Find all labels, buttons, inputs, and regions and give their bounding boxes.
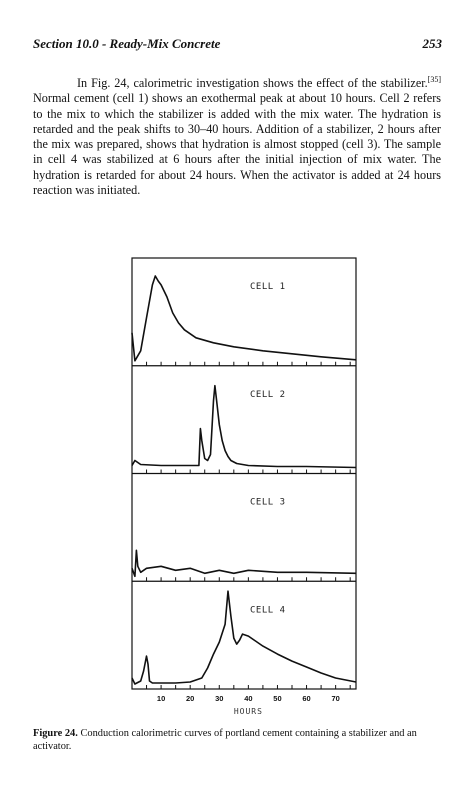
cell-label: CELL 2 — [250, 389, 286, 400]
x-tick-label: 30 — [215, 694, 224, 703]
caption-label: Figure 24. — [33, 728, 78, 739]
x-tick-label: 20 — [186, 694, 195, 703]
cell-label: CELL 1 — [250, 282, 286, 292]
figure-caption — [33, 727, 441, 753]
citation-ref: [35] — [427, 74, 441, 84]
calorimetry-curve — [132, 591, 356, 684]
cell-label: CELL 3 — [250, 497, 286, 508]
x-axis-label: HOURS — [233, 707, 263, 716]
x-tick-label: 40 — [244, 694, 253, 703]
x-tick-label: 50 — [273, 694, 282, 703]
cell-label: CELL 4 — [250, 605, 286, 616]
calorimetry-curve — [132, 550, 356, 576]
x-tick-label: 60 — [302, 694, 311, 703]
calorimetry-curve — [132, 386, 356, 468]
section-title: Section 10.0 - Ready-Mix Concrete — [33, 36, 221, 51]
x-tick-label: 70 — [331, 694, 340, 703]
caption-text: Conduction calorimetric curves of portland cement containing a stabilizer and an activator. — [33, 728, 417, 752]
x-tick-label: 10 — [156, 694, 166, 703]
paragraph-text-2: Normal cement (cell 1) shows an exothermal peak at about 10 hours. Cell 2 refers to the mix to which the stabilizer is added with the mix water. The hydration is retarded and the peak shifts to 30–40 hours. Addition of a stabilizer, 2 hours after the mix was prepared, shows that hydration is almost stopped (cell 3). The sample in cell 4 was stabilized at 6 hours after the initial injection of mix water. The hydration is retarded for about 24 hours. When the activator is added at 24 hours reaction was initiated. — [33, 91, 441, 198]
calorimetry-curve — [132, 276, 356, 361]
page-number: 253 — [422, 36, 442, 51]
paragraph-text-1: In Fig. 24, calorimetric investigation shows the effect of the stabilizer. — [77, 76, 428, 90]
